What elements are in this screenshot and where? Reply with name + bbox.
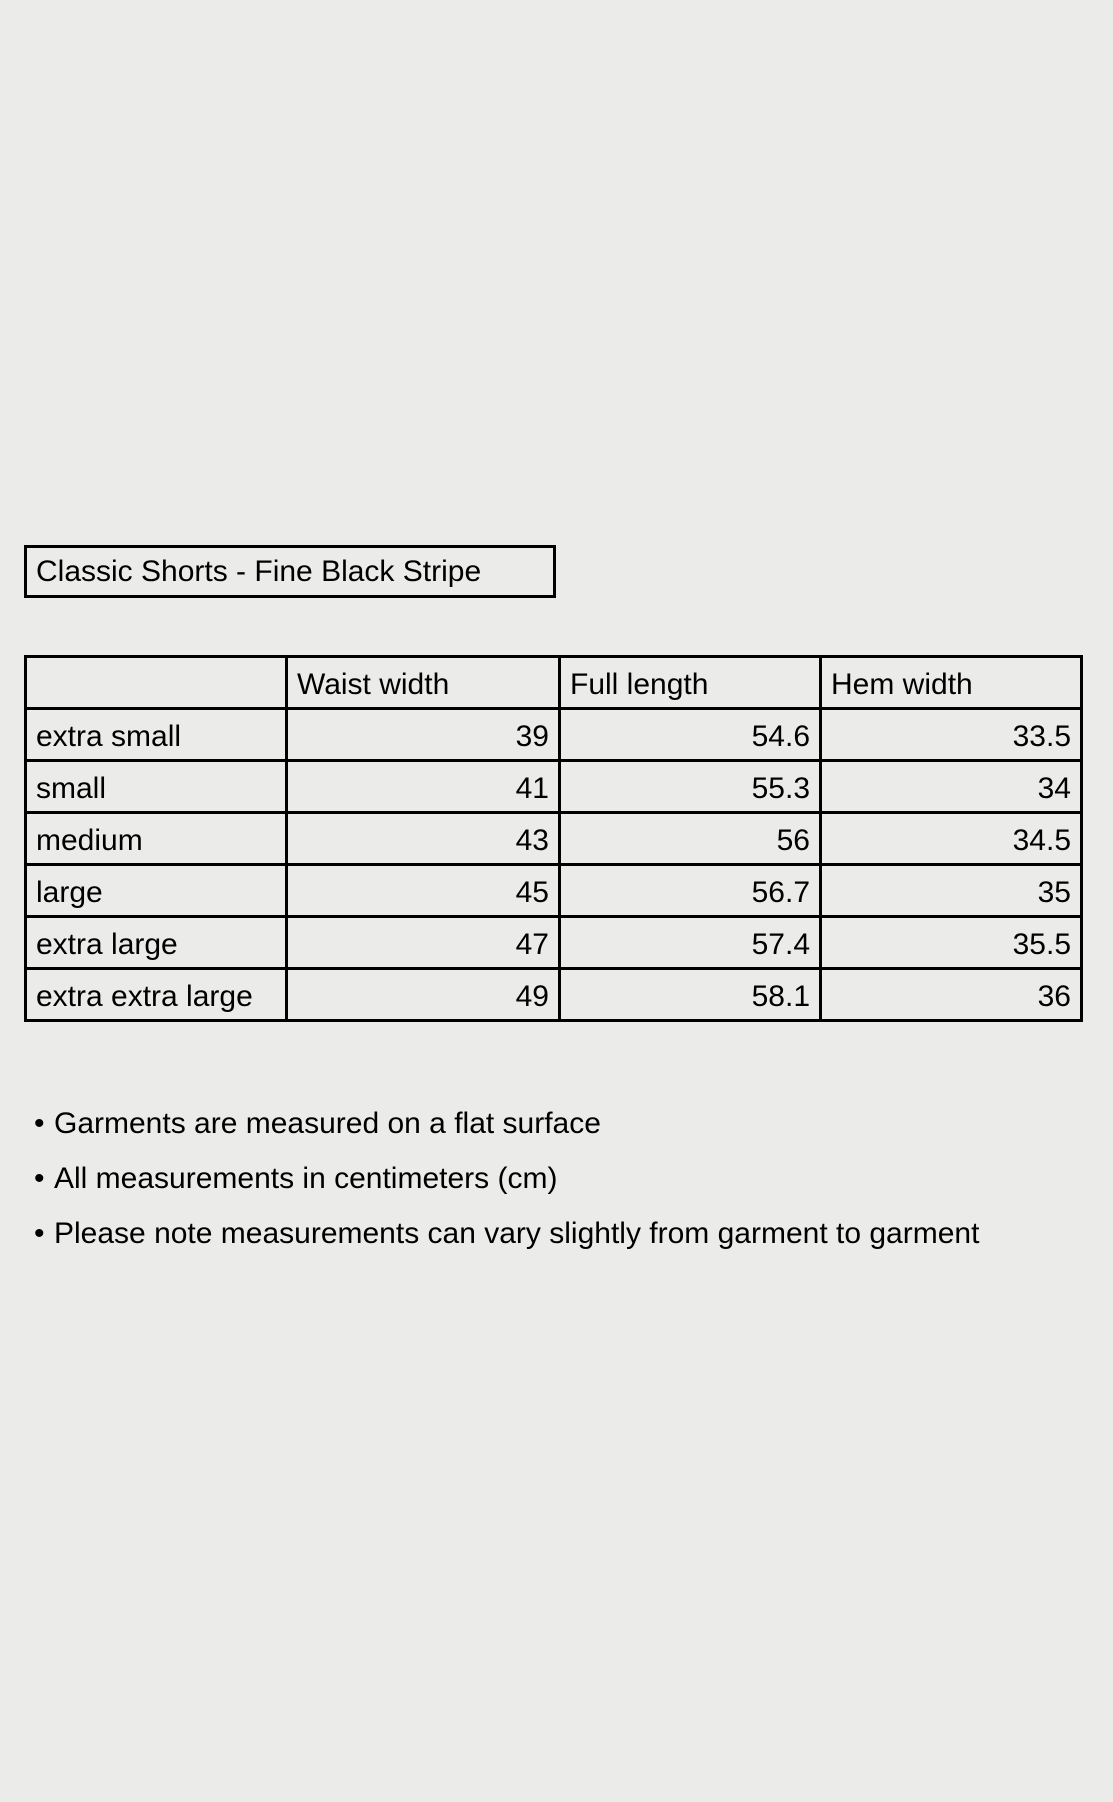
bullet-icon: • — [34, 1162, 45, 1195]
table-row — [26, 969, 1082, 1021]
table-row — [26, 709, 1082, 761]
note-text: Please note measurements can vary slightly from garment to garment — [54, 1217, 980, 1250]
note-item — [34, 1102, 979, 1157]
size-label: extra small — [26, 709, 287, 761]
size-label: extra extra large — [26, 969, 287, 1021]
length-value: 58.1 — [560, 969, 821, 1021]
table-row — [26, 761, 1082, 813]
note-text: Garments are measured on a flat surface — [54, 1107, 601, 1140]
hem-value: 33.5 — [821, 709, 1082, 761]
hem-value: 34.5 — [821, 813, 1082, 865]
waist-value: 47 — [287, 917, 560, 969]
header-cell-empty — [26, 657, 287, 709]
note-item — [34, 1212, 979, 1267]
header-cell-hem: Hem width — [821, 657, 1082, 709]
size-label: extra large — [26, 917, 287, 969]
size-label: small — [26, 761, 287, 813]
note-text: All measurements in centimeters (cm) — [54, 1162, 558, 1195]
note-item — [34, 1157, 979, 1212]
hem-value: 36 — [821, 969, 1082, 1021]
chart-title-box — [24, 545, 556, 598]
hem-value: 34 — [821, 761, 1082, 813]
length-value: 56.7 — [560, 865, 821, 917]
waist-value: 49 — [287, 969, 560, 1021]
size-label: medium — [26, 813, 287, 865]
hem-value: 35.5 — [821, 917, 1082, 969]
size-table — [24, 655, 1083, 1022]
chart-title: Classic Shorts - Fine Black Stripe — [36, 554, 482, 588]
waist-value: 43 — [287, 813, 560, 865]
length-value: 57.4 — [560, 917, 821, 969]
waist-value: 41 — [287, 761, 560, 813]
header-cell-waist: Waist width — [287, 657, 560, 709]
waist-value: 39 — [287, 709, 560, 761]
measurement-notes — [34, 1102, 979, 1267]
header-cell-length: Full length — [560, 657, 821, 709]
table-row — [26, 917, 1082, 969]
table-row — [26, 865, 1082, 917]
bullet-icon: • — [34, 1217, 45, 1250]
bullet-icon: • — [34, 1107, 45, 1140]
table-header-row — [26, 657, 1082, 709]
size-label: large — [26, 865, 287, 917]
length-value: 54.6 — [560, 709, 821, 761]
hem-value: 35 — [821, 865, 1082, 917]
length-value: 55.3 — [560, 761, 821, 813]
waist-value: 45 — [287, 865, 560, 917]
length-value: 56 — [560, 813, 821, 865]
table-row — [26, 813, 1082, 865]
